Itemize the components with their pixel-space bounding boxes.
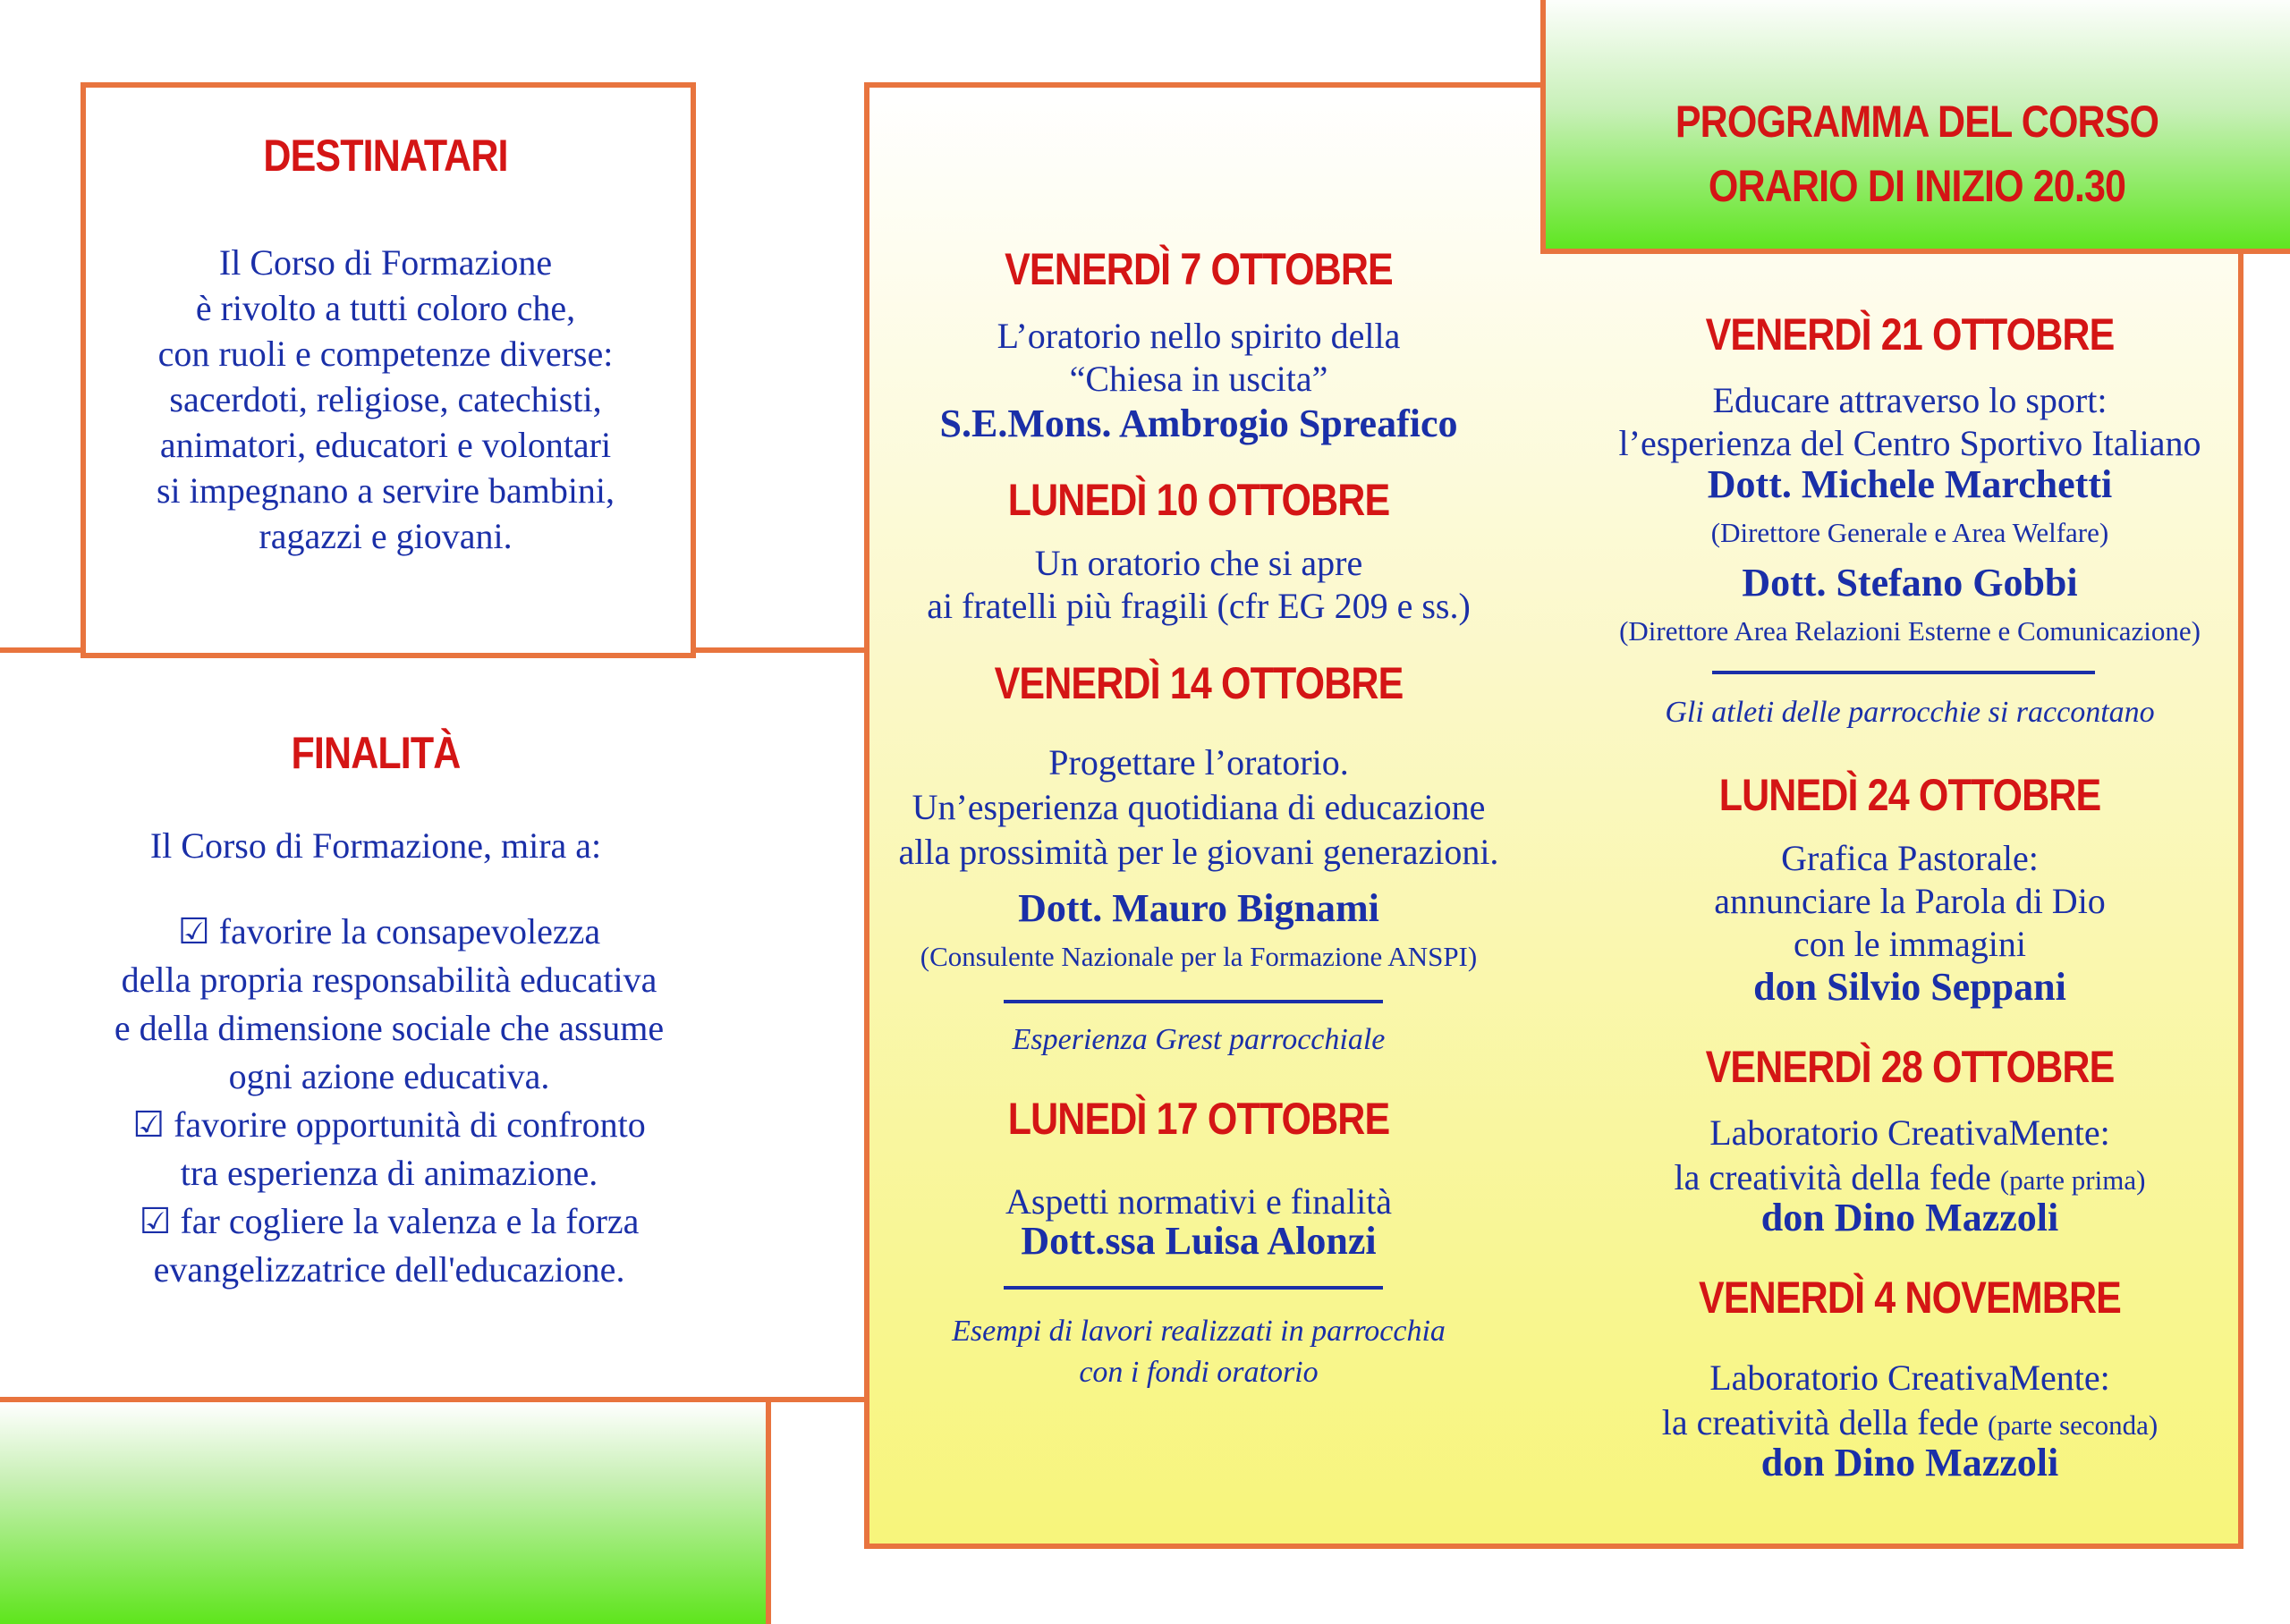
session-date: LUNEDÌ 24 OTTOBRE	[1718, 770, 2101, 820]
green-gradient-block	[0, 1397, 771, 1624]
session-description	[895, 542, 1503, 628]
session-date: VENERDÌ 4 NOVEMBRE	[1699, 1273, 2121, 1323]
text-line: sacerdoti, religiose, catechisti,	[169, 379, 602, 419]
text-line: Educare attraverso lo sport:	[1712, 380, 2108, 420]
text-line: annunciare la Parola di Dio	[1714, 881, 2106, 921]
text-line: Il Corso di Formazione	[218, 242, 553, 283]
session-speaker: Dott.ssa Luisa Alonzi	[1021, 1219, 1377, 1263]
text-line: favorire la consapevolezza	[218, 911, 601, 952]
program-start-time: ORARIO DI INIZIO 20.30	[1708, 161, 2126, 211]
session-speaker: Dott. Michele Marchetti	[1707, 462, 2113, 506]
text-line: ragazzi e giovani.	[259, 516, 513, 556]
session-note: Esperienza Grest parrocchiale	[1012, 1023, 1386, 1056]
text-part: la creatività della fede	[1661, 1402, 1979, 1442]
text-part: la creatività della fede	[1674, 1157, 1991, 1197]
destinatari-text	[86, 240, 685, 559]
finalita-item	[36, 908, 742, 1101]
text-line: della propria responsabilità educativa	[121, 960, 657, 1000]
text-line: L’oratorio nello spirito della	[997, 316, 1401, 356]
session-note	[895, 1311, 1503, 1393]
session-speaker: don Silvio Seppani	[1753, 965, 2066, 1009]
session-date: VENERDÌ 14 OTTOBRE	[994, 658, 1404, 708]
text-line: evangelizzatrice dell'educazione.	[153, 1249, 625, 1290]
session-description	[1610, 379, 2209, 465]
finalita-list	[36, 908, 742, 1294]
session-speaker-role: (Direttore Area Relazioni Esterne e Comunicazione)	[1619, 615, 2201, 647]
session-speaker: S.E.Mons. Ambrogio Spreafico	[939, 402, 1458, 445]
checkbox-icon: ☑	[177, 911, 210, 952]
text-line: con ruoli e competenze diverse:	[157, 334, 614, 374]
finalita-item	[36, 1197, 742, 1294]
checkbox-icon: ☑	[139, 1201, 172, 1241]
session-date: LUNEDÌ 17 OTTOBRE	[1007, 1094, 1390, 1144]
text-line: alla prossimità per le giovani generazioni.	[898, 832, 1499, 872]
session-speaker: don Dino Mazzoli	[1760, 1196, 2059, 1239]
text-line: Un oratorio che si apre	[1034, 543, 1363, 583]
text-line: ai fratelli più fragili (cfr EG 209 e ss.)	[927, 586, 1471, 626]
divider	[1712, 671, 2095, 674]
session-speaker-role: (Consulente Nazionale per la Formazione ANSPI)	[920, 941, 1478, 972]
finalita-item	[36, 1101, 742, 1197]
checkbox-icon: ☑	[132, 1104, 165, 1145]
session-description	[895, 315, 1503, 401]
session-speaker: don Dino Mazzoli	[1760, 1441, 2059, 1484]
session-speaker: Dott. Stefano Gobbi	[1742, 561, 2078, 605]
text-line: e della dimensione sociale che assume	[114, 1008, 665, 1048]
text-line: animatori, educatori e volontari	[159, 425, 612, 465]
text-line: con le immagini	[1794, 924, 2026, 964]
text-line: Grafica Pastorale:	[1781, 838, 2039, 878]
session-date: VENERDÌ 28 OTTOBRE	[1705, 1042, 2115, 1092]
session-date: LUNEDÌ 10 OTTOBRE	[1007, 475, 1390, 525]
text-line: l’esperienza del Centro Sportivo Italiano	[1618, 423, 2201, 463]
text-line: con i fondi oratorio	[1079, 1356, 1319, 1389]
session-speaker: Dott. Mauro Bignami	[1018, 886, 1379, 930]
program-title-line1: PROGRAMMA DEL CORSO	[1675, 97, 2159, 147]
session-date: VENERDÌ 7 OTTOBRE	[1005, 244, 1393, 294]
session-speaker-role: (Direttore Generale e Area Welfare)	[1710, 517, 2109, 548]
text-line: favorire opportunità di confronto	[174, 1104, 646, 1145]
finalita-title: FINALITÀ	[291, 728, 461, 778]
divider	[1004, 1286, 1383, 1290]
text-line: far cogliere la valenza e la forza	[180, 1201, 640, 1241]
session-description: Aspetti normativi e finalità	[1005, 1181, 1393, 1222]
text-line: Laboratorio CreativaMente:	[1709, 1112, 2110, 1153]
session-description	[1610, 1111, 2209, 1203]
destinatari-title: DESTINATARI	[263, 131, 508, 181]
session-date: VENERDÌ 21 OTTOBRE	[1705, 309, 2115, 359]
program-title	[1598, 89, 2236, 218]
session-note: Gli atleti delle parrocchie si raccontano	[1665, 696, 2155, 729]
text-line: Progettare l’oratorio.	[1048, 742, 1349, 782]
session-description	[1610, 837, 2209, 966]
text-part-small: (parte prima)	[1999, 1164, 2146, 1196]
text-line: è rivolto a tutti coloro che,	[195, 288, 576, 328]
text-line: si impegnano a servire bambini,	[156, 470, 615, 511]
text-line: Un’esperienza quotidiana di educazione	[912, 787, 1486, 827]
text-line: Esempi di lavori realizzati in parrocchia	[952, 1315, 1446, 1348]
text-line: Laboratorio CreativaMente:	[1709, 1358, 2110, 1398]
text-line: “Chiesa in uscita”	[1069, 359, 1328, 399]
text-part-small: (parte seconda)	[1988, 1409, 2159, 1441]
divider	[1004, 1000, 1383, 1003]
session-description	[895, 740, 1503, 875]
session-description	[1610, 1356, 2209, 1448]
finalita-intro: Il Corso di Formazione, mira a:	[149, 825, 602, 866]
text-line: ogni azione educativa.	[228, 1056, 550, 1096]
text-line: tra esperienza di animazione.	[180, 1153, 598, 1193]
